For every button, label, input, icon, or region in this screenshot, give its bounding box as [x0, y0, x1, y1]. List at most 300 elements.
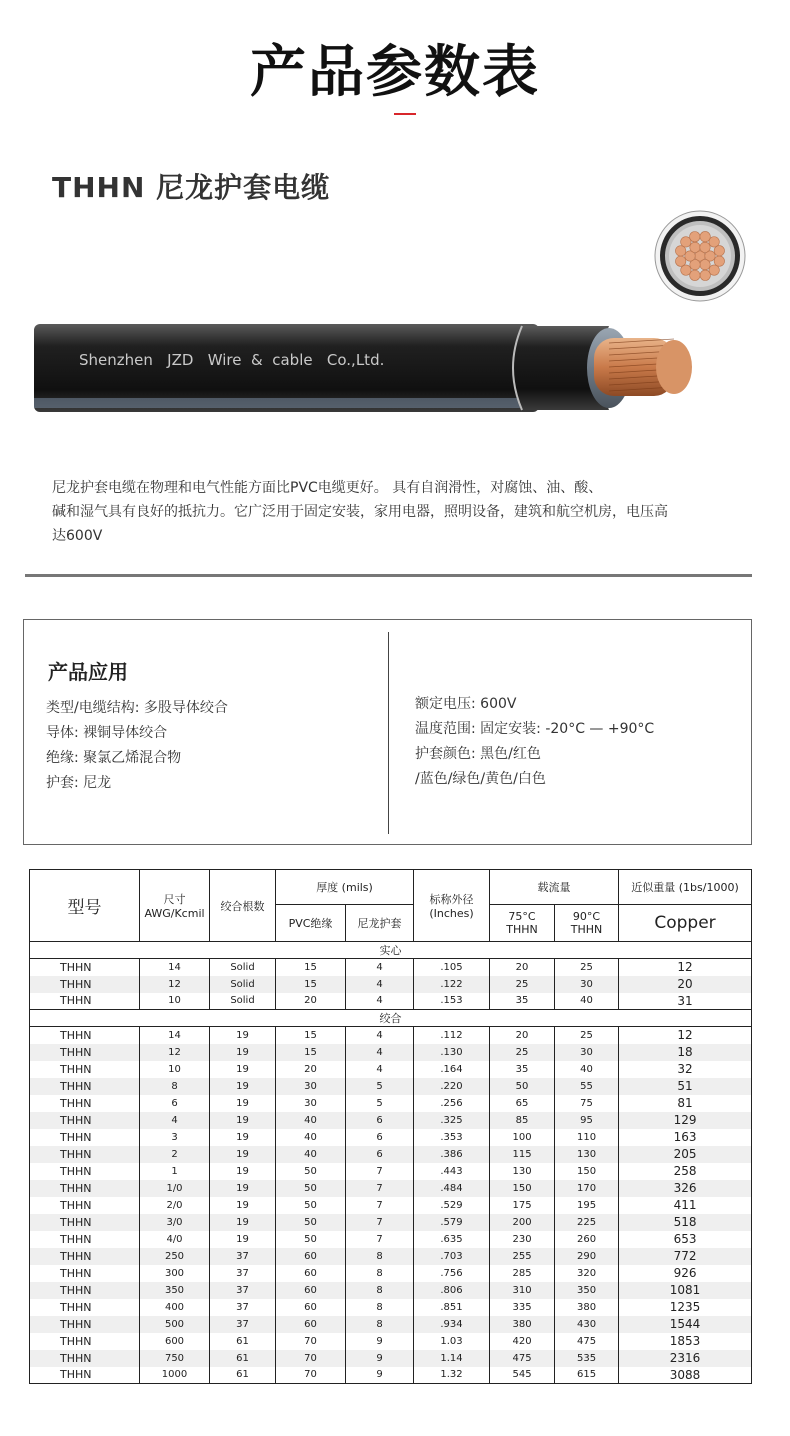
table-cell: .806 [414, 1282, 490, 1299]
table-cell: 4 [346, 1044, 414, 1061]
table-cell: 1.03 [414, 1333, 490, 1350]
table-row [30, 1129, 752, 1146]
header-nylon: 尼龙护套 [346, 905, 414, 942]
table-row [30, 1078, 752, 1095]
table-cell: 60 [276, 1282, 346, 1299]
table-cell: 19 [210, 1061, 276, 1078]
table-cell: 12 [619, 959, 752, 976]
table-cell: 35 [490, 1061, 555, 1078]
title-accent-line [394, 113, 416, 115]
header-75c [490, 905, 555, 942]
table-cell: 15 [276, 976, 346, 993]
table-cell: Solid [210, 959, 276, 976]
header-model: 型号 [30, 870, 140, 942]
table-cell: .386 [414, 1146, 490, 1163]
table-cell: 310 [490, 1282, 555, 1299]
table-cell: 61 [210, 1333, 276, 1350]
table-cell: .112 [414, 1027, 490, 1044]
spec-table [29, 869, 752, 1384]
description-line: 碱和湿气具有良好的抵抗力。它广泛用于固定安装，家用电器，照明设备，建筑和航空机房，电压高 [52, 504, 668, 520]
table-cell: .484 [414, 1180, 490, 1197]
table-cell: 9 [346, 1367, 414, 1384]
header-od [414, 870, 490, 942]
table-cell: THHN [30, 1282, 140, 1299]
table-cell: 175 [490, 1197, 555, 1214]
table-cell: 4 [346, 1027, 414, 1044]
copper-strand [700, 242, 710, 252]
application-item: /蓝色/绿色/黄色/白色 [415, 771, 546, 787]
table-cell: 225 [555, 1214, 619, 1231]
table-cell: 115 [490, 1146, 555, 1163]
table-cell: 19 [210, 1231, 276, 1248]
copper-strand [681, 237, 691, 247]
table-cell: 430 [555, 1316, 619, 1333]
table-cell: 163 [619, 1129, 752, 1146]
table-cell: THHN [30, 1163, 140, 1180]
copper-strand [709, 237, 719, 247]
table-cell: 7 [346, 1180, 414, 1197]
table-row [30, 1061, 752, 1078]
table-cell: 81 [619, 1095, 752, 1112]
product-name: THHN 尼龙护套电缆 [52, 171, 331, 204]
table-cell: 60 [276, 1248, 346, 1265]
table-cell: THHN [30, 1248, 140, 1265]
table-cell: 1.32 [414, 1367, 490, 1384]
table-cell: 30 [276, 1095, 346, 1112]
table-cell: 255 [490, 1248, 555, 1265]
table-cell: 750 [140, 1350, 210, 1367]
table-cell: 110 [555, 1129, 619, 1146]
table-cell: 3/0 [140, 1214, 210, 1231]
table-cell: THHN [30, 1129, 140, 1146]
application-item: 护套: 尼龙 [46, 775, 112, 791]
spec-table-container [29, 869, 751, 1384]
table-cell: 20 [276, 993, 346, 1010]
table-cell: 290 [555, 1248, 619, 1265]
table-cell: 20 [490, 959, 555, 976]
table-cell: 6 [346, 1129, 414, 1146]
table-row [30, 976, 752, 993]
table-cell: 129 [619, 1112, 752, 1129]
table-cell: 8 [346, 1248, 414, 1265]
table-cell: THHN [30, 1061, 140, 1078]
table-cell: 7 [346, 1197, 414, 1214]
table-cell: 25 [490, 1044, 555, 1061]
table-cell: 200 [490, 1214, 555, 1231]
table-cell: 380 [490, 1316, 555, 1333]
table-cell: 35 [490, 993, 555, 1010]
table-row [30, 1248, 752, 1265]
table-cell: 19 [210, 1180, 276, 1197]
table-cell: THHN [30, 993, 140, 1010]
table-cell: 18 [619, 1044, 752, 1061]
copper-strand [690, 231, 700, 241]
table-cell: THHN [30, 1231, 140, 1248]
table-cell: .164 [414, 1061, 490, 1078]
table-cell: 300 [140, 1265, 210, 1282]
table-cell: 8 [140, 1078, 210, 1095]
table-cell: 4 [346, 1061, 414, 1078]
table-cell: THHN [30, 959, 140, 976]
table-cell: 40 [555, 1061, 619, 1078]
table-cell: THHN [30, 976, 140, 993]
copper-strand [714, 246, 724, 256]
table-cell: 85 [490, 1112, 555, 1129]
description-line: 尼龙护套电缆在物理和电气性能方面比PVC电缆更好。 具有自润滑性，对腐蚀、油、酸、 [52, 480, 603, 496]
table-cell: 8 [346, 1282, 414, 1299]
table-cell: 60 [276, 1299, 346, 1316]
table-cell: 205 [619, 1146, 752, 1163]
table-cell: 40 [555, 993, 619, 1010]
copper-strand [700, 231, 710, 241]
table-cell: THHN [30, 1299, 140, 1316]
table-cell: 19 [210, 1027, 276, 1044]
table-cell: 70 [276, 1367, 346, 1384]
table-cell: THHN [30, 1180, 140, 1197]
header-75c-line2: THHN [506, 923, 538, 936]
application-item: 导体: 裸铜导体绞合 [46, 725, 168, 741]
table-cell: .703 [414, 1248, 490, 1265]
copper-strand [709, 265, 719, 275]
table-cell: .851 [414, 1299, 490, 1316]
table-cell: 15 [276, 959, 346, 976]
table-cell: 61 [210, 1350, 276, 1367]
table-cell: 326 [619, 1180, 752, 1197]
table-cell: .256 [414, 1095, 490, 1112]
table-cell: 37 [210, 1265, 276, 1282]
table-cell: 19 [210, 1129, 276, 1146]
table-cell: 1.14 [414, 1350, 490, 1367]
description-line: 达600V [52, 528, 103, 544]
table-cell: 75 [555, 1095, 619, 1112]
table-cell: 258 [619, 1163, 752, 1180]
table-cell: 25 [490, 976, 555, 993]
table-cell: .635 [414, 1231, 490, 1248]
table-cell: 170 [555, 1180, 619, 1197]
table-cell: 500 [140, 1316, 210, 1333]
table-cell: 600 [140, 1333, 210, 1350]
table-cell: 15 [276, 1044, 346, 1061]
table-row [30, 1367, 752, 1384]
table-cell: 70 [276, 1333, 346, 1350]
table-cell: 19 [210, 1112, 276, 1129]
table-cell: 545 [490, 1367, 555, 1384]
table-cell: 50 [276, 1214, 346, 1231]
table-cell: 40 [276, 1112, 346, 1129]
cable-print-text: Shenzhen JZD Wire & cable Co.,Ltd. [79, 351, 385, 369]
table-cell: 8 [346, 1299, 414, 1316]
table-cell: 9 [346, 1350, 414, 1367]
table-cell: 19 [210, 1197, 276, 1214]
table-cell: .756 [414, 1265, 490, 1282]
page-title: 产品参数表 [250, 40, 540, 105]
header-90c [555, 905, 619, 942]
table-cell: 4 [346, 976, 414, 993]
table-cell: 7 [346, 1214, 414, 1231]
application-box [23, 619, 752, 845]
table-cell: .105 [414, 959, 490, 976]
table-row [30, 1299, 752, 1316]
table-cell: .579 [414, 1214, 490, 1231]
application-item: 护套颜色: 黑色/红色 [415, 746, 541, 762]
table-cell: 1081 [619, 1282, 752, 1299]
table-cell: 350 [140, 1282, 210, 1299]
table-cell: 30 [555, 1044, 619, 1061]
table-cell: 5 [346, 1095, 414, 1112]
table-cell: 420 [490, 1333, 555, 1350]
table-cell: .122 [414, 976, 490, 993]
table-cell: 50 [276, 1197, 346, 1214]
table-cell: 335 [490, 1299, 555, 1316]
table-cell: .153 [414, 993, 490, 1010]
table-cell: 37 [210, 1282, 276, 1299]
application-title: 产品应用 [48, 660, 128, 684]
copper-strand [700, 270, 710, 280]
table-cell: 55 [555, 1078, 619, 1095]
table-cell: THHN [30, 1095, 140, 1112]
table-cell: 95 [555, 1112, 619, 1129]
table-cell: 14 [140, 959, 210, 976]
table-cell: 250 [140, 1248, 210, 1265]
table-cell: 350 [555, 1282, 619, 1299]
table-cell: THHN [30, 1333, 140, 1350]
table-cell: 400 [140, 1299, 210, 1316]
table-cell: 50 [276, 1231, 346, 1248]
table-cell: .220 [414, 1078, 490, 1095]
table-cell: 19 [210, 1146, 276, 1163]
table-cell: 2 [140, 1146, 210, 1163]
table-cell: 60 [276, 1265, 346, 1282]
table-cell: 20 [490, 1027, 555, 1044]
table-row [30, 993, 752, 1010]
table-cell: 50 [276, 1180, 346, 1197]
table-cell: 150 [555, 1163, 619, 1180]
table-row [30, 959, 752, 976]
table-cell: 51 [619, 1078, 752, 1095]
table-cell: 4 [346, 993, 414, 1010]
table-cell: 926 [619, 1265, 752, 1282]
table-cell: 772 [619, 1248, 752, 1265]
table-cell: THHN [30, 1367, 140, 1384]
table-cell: THHN [30, 1044, 140, 1061]
header-75c-line1: 75°C [508, 910, 536, 923]
table-cell: 195 [555, 1197, 619, 1214]
table-cell: 653 [619, 1231, 752, 1248]
table-cell: 8 [346, 1316, 414, 1333]
table-cell: 100 [490, 1129, 555, 1146]
table-cell: 615 [555, 1367, 619, 1384]
table-row [30, 1316, 752, 1333]
table-cell: 475 [490, 1350, 555, 1367]
table-cell: 4 [346, 959, 414, 976]
table-cell: 50 [490, 1078, 555, 1095]
table-cell: Solid [210, 993, 276, 1010]
table-cell: 2/0 [140, 1197, 210, 1214]
table-cell: 7 [346, 1163, 414, 1180]
table-cell: 3 [140, 1129, 210, 1146]
table-cell: 15 [276, 1027, 346, 1044]
header-strands: 绞合根数 [210, 870, 276, 942]
table-cell: 12 [140, 976, 210, 993]
table-row [30, 1197, 752, 1214]
table-cell: 7 [346, 1231, 414, 1248]
table-cell: 20 [619, 976, 752, 993]
copper-strand [675, 256, 685, 266]
table-row [30, 1282, 752, 1299]
header-size-line1: 尺寸 [163, 893, 186, 906]
table-cell: 130 [555, 1146, 619, 1163]
table-cell: 260 [555, 1231, 619, 1248]
table-cell: 25 [555, 959, 619, 976]
table-cell: 14 [140, 1027, 210, 1044]
cable-cross-section-image [654, 210, 746, 302]
table-cell: 1000 [140, 1367, 210, 1384]
table-cell: THHN [30, 1078, 140, 1095]
header-90c-line1: 90°C [572, 910, 601, 923]
table-cell: THHN [30, 1112, 140, 1129]
application-item: 绝缘: 聚氯乙烯混合物 [46, 750, 182, 766]
table-cell: .934 [414, 1316, 490, 1333]
table-cell: 50 [276, 1163, 346, 1180]
table-cell: 320 [555, 1265, 619, 1282]
application-item: 类型/电缆结构: 多股导体绞合 [46, 700, 228, 716]
table-cell: .325 [414, 1112, 490, 1129]
table-row [30, 1027, 752, 1044]
table-cell: 19 [210, 1078, 276, 1095]
application-left-list [46, 696, 228, 796]
table-cell: 150 [490, 1180, 555, 1197]
application-divider [388, 632, 389, 834]
header-pvc: PVC绝缘 [276, 905, 346, 942]
table-cell: 60 [276, 1316, 346, 1333]
table-cell: THHN [30, 1197, 140, 1214]
table-cell: .353 [414, 1129, 490, 1146]
table-cell: 475 [555, 1333, 619, 1350]
header-90c-line2: THHN [570, 923, 603, 936]
table-row [30, 1095, 752, 1112]
table-cell: 380 [555, 1299, 619, 1316]
table-cell: 4 [140, 1112, 210, 1129]
table-cell: 411 [619, 1197, 752, 1214]
table-cell: 9 [346, 1333, 414, 1350]
section-row [30, 1010, 752, 1027]
header-size [140, 870, 210, 942]
table-cell: 6 [346, 1112, 414, 1129]
table-cell: 1235 [619, 1299, 752, 1316]
header-thickness: 厚度 (mils) [276, 870, 414, 905]
table-row [30, 1350, 752, 1367]
table-cell: 61 [210, 1367, 276, 1384]
section-row [30, 942, 752, 959]
table-cell: THHN [30, 1265, 140, 1282]
table-cell: 37 [210, 1316, 276, 1333]
table-row [30, 1180, 752, 1197]
table-cell: 20 [276, 1061, 346, 1078]
copper-strand [681, 265, 691, 275]
table-cell: 4/0 [140, 1231, 210, 1248]
table-cell: 12 [140, 1044, 210, 1061]
table-cell: 40 [276, 1129, 346, 1146]
table-row [30, 1231, 752, 1248]
table-cell: 25 [555, 1027, 619, 1044]
table-cell: 19 [210, 1095, 276, 1112]
table-cell: 6 [140, 1095, 210, 1112]
copper-strand [700, 259, 710, 269]
table-cell: THHN [30, 1350, 140, 1367]
cable-image [34, 318, 699, 420]
header-weight: 近似重量 (1bs/1000) [619, 870, 752, 905]
table-cell: 31 [619, 993, 752, 1010]
table-cell: 65 [490, 1095, 555, 1112]
table-cell: 10 [140, 993, 210, 1010]
table-cell: 70 [276, 1350, 346, 1367]
table-cell: 10 [140, 1061, 210, 1078]
table-row [30, 1163, 752, 1180]
table-row [30, 1214, 752, 1231]
table-cell: Solid [210, 976, 276, 993]
section-label: 绞合 [30, 1010, 752, 1027]
table-row [30, 1265, 752, 1282]
table-cell: 518 [619, 1214, 752, 1231]
section-label: 实心 [30, 942, 752, 959]
application-right-list [415, 692, 654, 792]
table-cell: 30 [276, 1078, 346, 1095]
application-item: 温度范围: 固定安装: -20°C — +90°C [415, 721, 655, 737]
application-item: 额定电压: 600V [415, 696, 517, 712]
table-cell: .130 [414, 1044, 490, 1061]
header-size-line2: AWG/Kcmil [144, 907, 205, 920]
product-description [52, 476, 712, 548]
table-row [30, 1044, 752, 1061]
table-cell: 19 [210, 1044, 276, 1061]
copper-strand [690, 242, 700, 252]
table-cell: 32 [619, 1061, 752, 1078]
table-cell: 19 [210, 1214, 276, 1231]
table-cell: 3088 [619, 1367, 752, 1384]
table-cell: 19 [210, 1163, 276, 1180]
copper-strand [690, 270, 700, 280]
table-cell: 6 [346, 1146, 414, 1163]
table-cell: 37 [210, 1248, 276, 1265]
spec-table-body [30, 942, 752, 1384]
copper-strand [675, 246, 685, 256]
header-od-line1: 标称外径 [429, 893, 474, 906]
table-cell: THHN [30, 1146, 140, 1163]
copper-strand [714, 256, 724, 266]
table-cell: .529 [414, 1197, 490, 1214]
table-row [30, 1146, 752, 1163]
table-cell: 37 [210, 1299, 276, 1316]
table-cell: 1544 [619, 1316, 752, 1333]
table-cell: 12 [619, 1027, 752, 1044]
table-cell: 130 [490, 1163, 555, 1180]
table-cell: 2316 [619, 1350, 752, 1367]
table-row [30, 1112, 752, 1129]
section-divider [25, 574, 752, 577]
table-cell: .443 [414, 1163, 490, 1180]
table-cell: 1/0 [140, 1180, 210, 1197]
table-cell: 285 [490, 1265, 555, 1282]
table-cell: THHN [30, 1214, 140, 1231]
header-od-line2: (Inches) [429, 907, 474, 920]
table-cell: 230 [490, 1231, 555, 1248]
table-cell: 8 [346, 1265, 414, 1282]
table-cell: 1 [140, 1163, 210, 1180]
header-ampacity: 载流量 [490, 870, 619, 905]
table-cell: THHN [30, 1027, 140, 1044]
header-copper: Copper [619, 905, 752, 942]
table-cell: 30 [555, 976, 619, 993]
